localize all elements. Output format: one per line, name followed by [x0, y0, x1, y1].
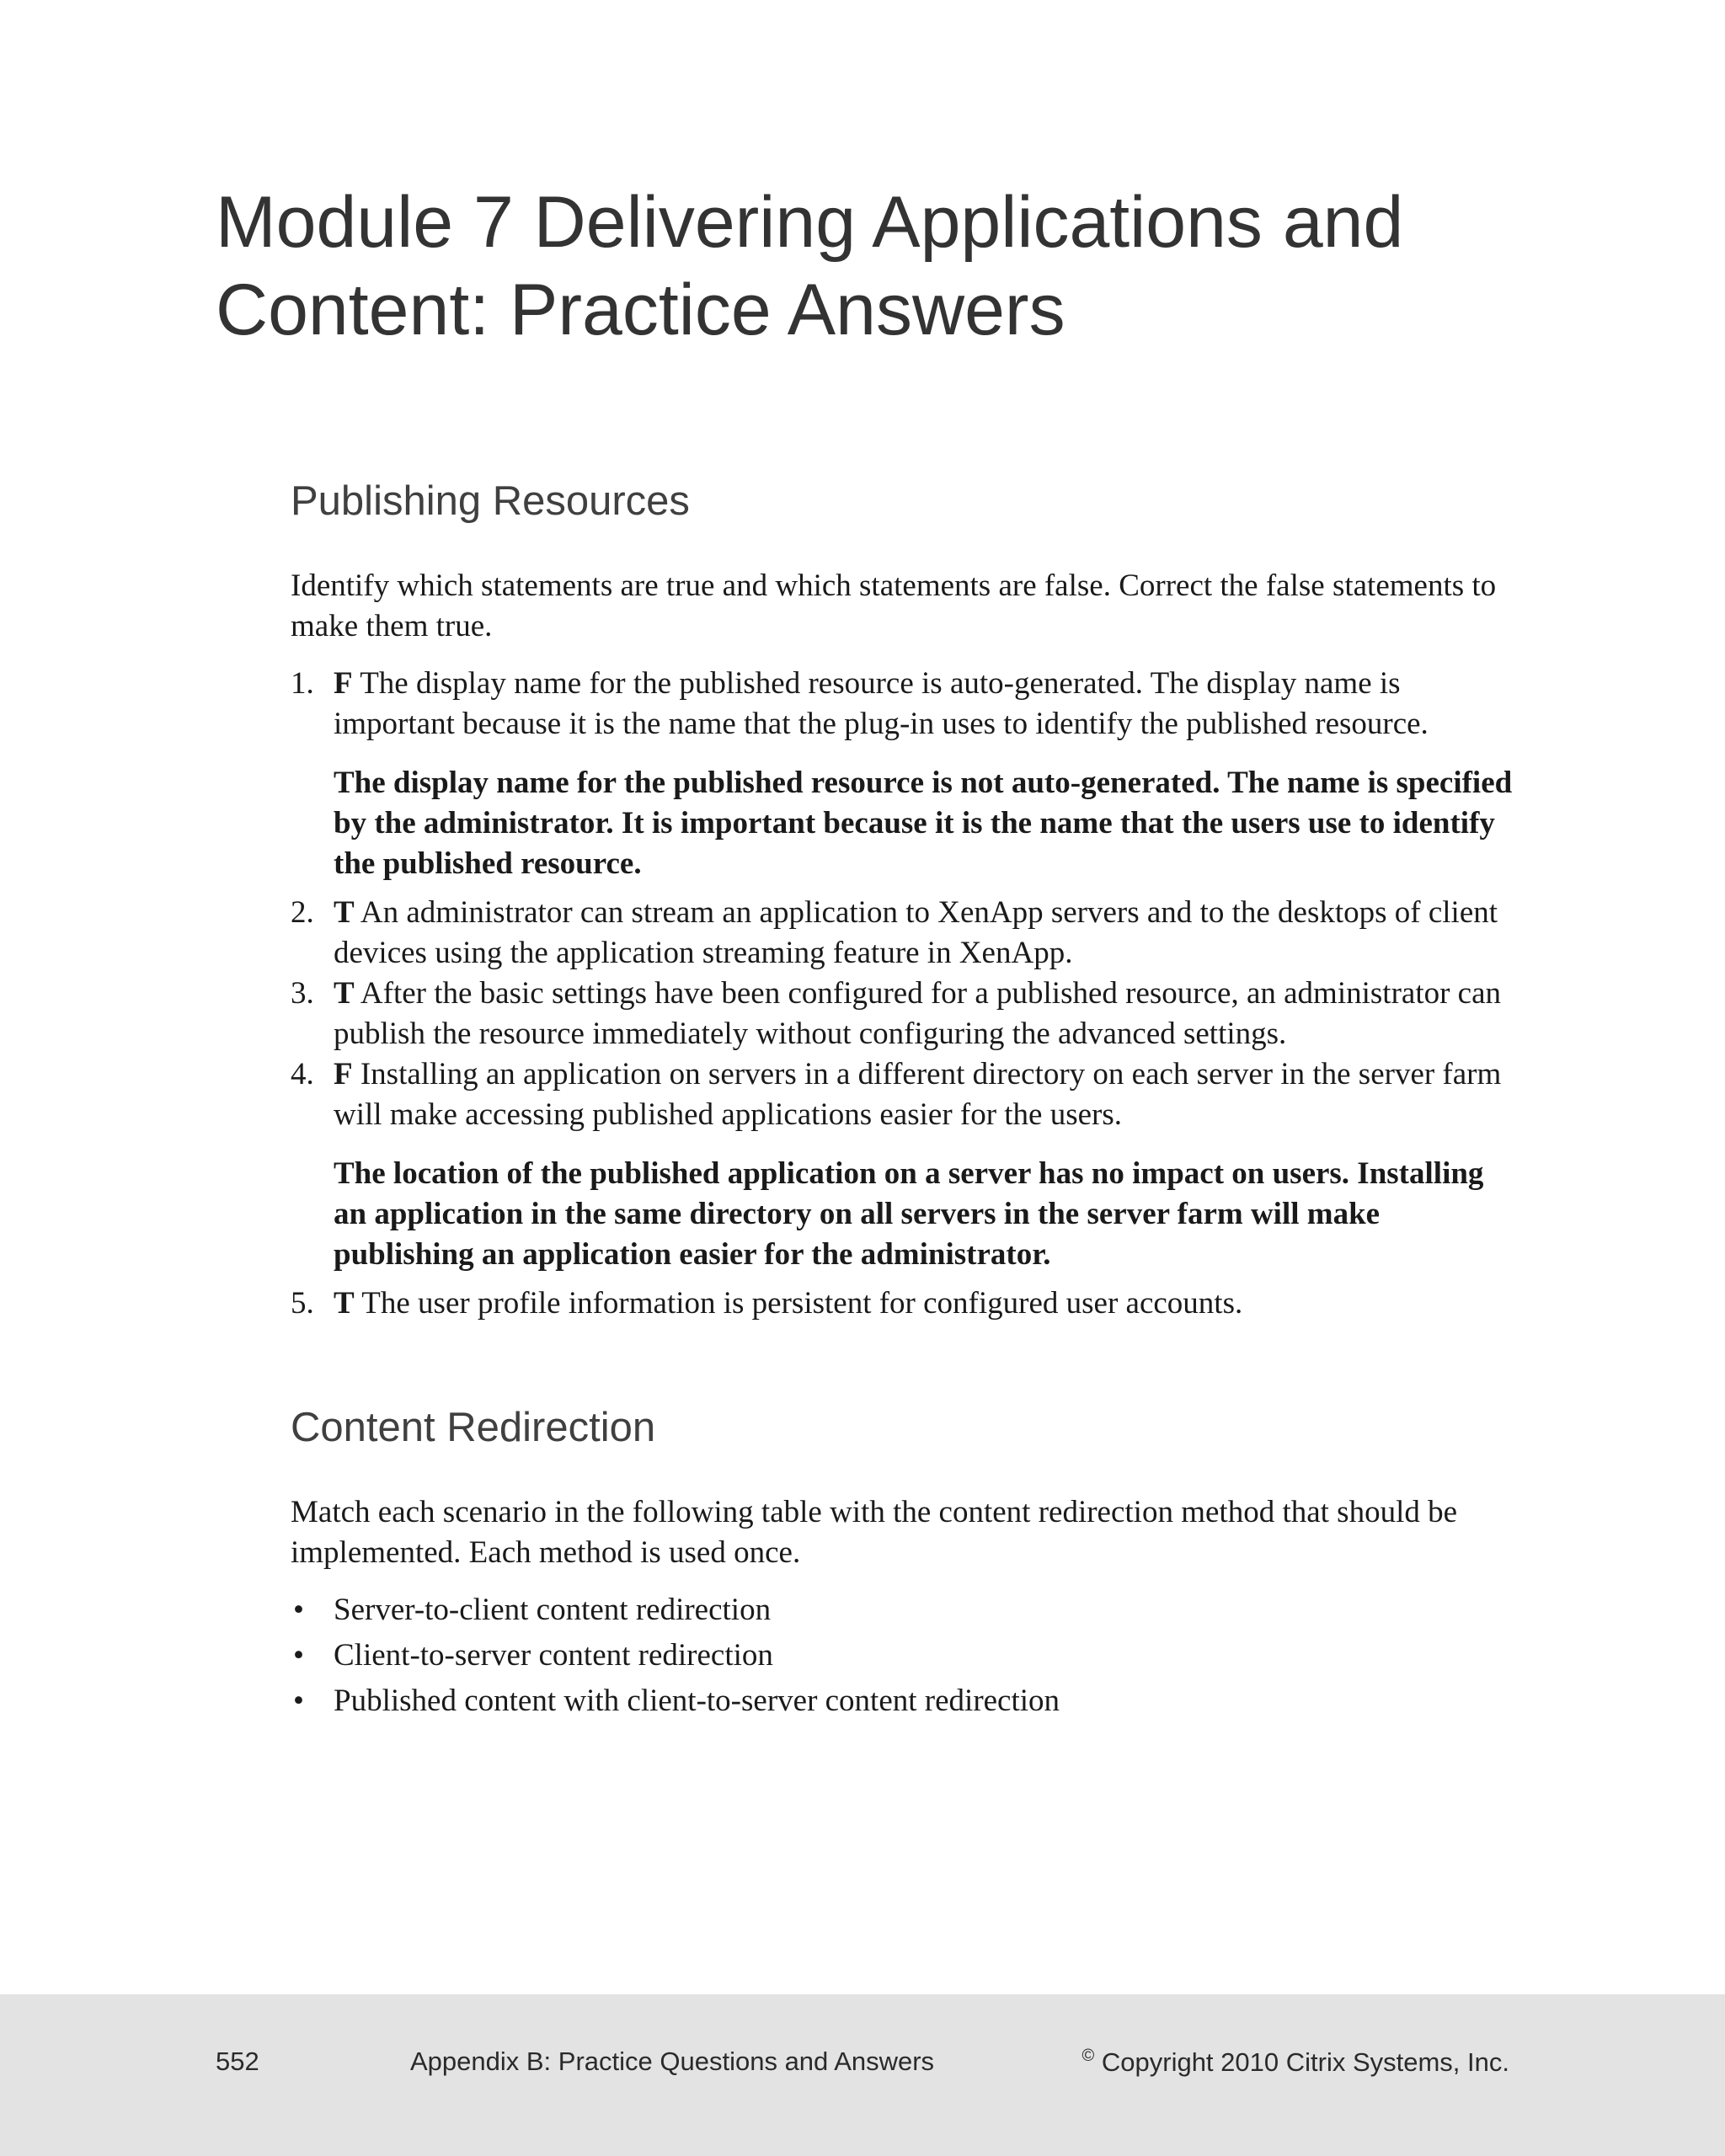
- question-number: 2.: [291, 895, 314, 930]
- method-item: [291, 1590, 1516, 1630]
- copyright-text: Copyright 2010 Citrix Systems, Inc.: [1101, 2047, 1509, 2077]
- page-title: Module 7 Delivering Applications and Content: Practice Answers: [216, 182, 1404, 350]
- question-item: [291, 893, 1516, 974]
- question-number: 4.: [291, 1057, 314, 1091]
- method-list: [291, 1590, 1516, 1721]
- page-footer: [0, 1994, 1725, 2156]
- answer-label: T: [334, 1286, 355, 1321]
- question-number: 3.: [291, 976, 314, 1011]
- question-item: [291, 974, 1516, 1054]
- appendix-title: Appendix B: Practice Questions and Answers: [410, 2047, 935, 2076]
- question-text: The user profile information is persistent for configured user accounts.: [361, 1286, 1243, 1321]
- question-text: An administrator can stream an application to XenApp servers and to the desktops of client devices using the application streaming feature in XenApp.: [334, 895, 1498, 970]
- question-item: [291, 664, 1516, 884]
- section-intro: Match each scenario in the following table with the content redirection method that should be implemented. Each method is used once.: [291, 1495, 1458, 1570]
- question-item: [291, 1283, 1516, 1324]
- method-item: [291, 1681, 1516, 1721]
- question-text: Installing an application on servers in a different directory on each server in the server farm will make accessing published applications easier for the users.: [334, 1057, 1502, 1132]
- method-text: Server-to-client content redirection: [334, 1593, 772, 1627]
- section-heading-publishing-resources: Publishing Resources: [291, 478, 690, 524]
- section-intro: Identify which statements are true and which statements are false. Correct the false statements to make them true.: [291, 568, 1497, 643]
- bullet-icon: •: [293, 1684, 304, 1718]
- publishing-resources-section: [291, 566, 1516, 1324]
- question-list: [291, 664, 1516, 1324]
- question-text: After the basic settings have been configured for a published resource, an administrator can publish the resource immediately without configuring the advanced settings.: [334, 976, 1502, 1051]
- copyright-notice: [1082, 2047, 1510, 2078]
- question-text: The display name for the published resource is auto-generated. The display name is important because it is the name that the plug-in uses to identify the published resource.: [334, 666, 1429, 741]
- bullet-icon: •: [293, 1593, 304, 1627]
- content-redirection-section: [291, 1492, 1516, 1726]
- copyright-symbol: ©: [1081, 2047, 1095, 2065]
- method-text: Published content with client-to-server content redirection: [334, 1684, 1060, 1718]
- answer-label: F: [334, 1057, 353, 1091]
- correction-text: The display name for the published resource is not auto-generated. The name is specified by the administrator. It is important because it is the name that the users use to identify the published resource.: [334, 766, 1513, 881]
- bullet-icon: •: [293, 1638, 304, 1673]
- question-item: [291, 1054, 1516, 1275]
- question-number: 5.: [291, 1286, 314, 1321]
- answer-label: T: [334, 976, 355, 1011]
- answer-label: F: [334, 666, 353, 701]
- correction-text: The location of the published application on a server has no impact on users. Installing an application in the same directory on all servers in the server farm will make publishing an application easier for the administrator.: [334, 1156, 1484, 1272]
- page-number: 552: [216, 2047, 259, 2076]
- answer-label: T: [334, 895, 355, 930]
- method-text: Client-to-server content redirection: [334, 1638, 773, 1673]
- method-item: [291, 1636, 1516, 1676]
- question-number: 1.: [291, 666, 314, 701]
- section-heading-content-redirection: Content Redirection: [291, 1405, 656, 1450]
